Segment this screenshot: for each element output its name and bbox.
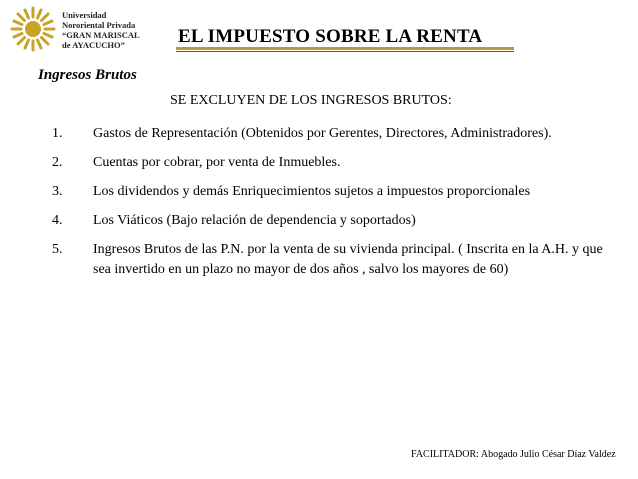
logo-line: Universidad [62,10,107,20]
university-name [62,10,140,50]
item-text: Ingresos Brutos de las P.N. por la venta de su vivienda principal. ( Inscrita en la A.H. y que sea invertido en un plazo no mayor de dos años , salvo los mayores de 60) [93,242,603,277]
title-underline-shadow [176,51,514,52]
item-text: Cuentas por cobrar, por venta de Inmuebles. [93,155,341,170]
item-number: 5. [52,242,63,257]
list-item [52,124,612,144]
item-text: Gastos de Representación (Obtenidos por Gerentes, Directores, Administradores). [93,126,552,141]
item-number: 4. [52,213,63,228]
list-item [52,153,612,173]
item-number: 3. [52,184,63,199]
list-item [52,240,612,280]
list-item [52,211,612,231]
subheading: SE EXCLUYEN DE LOS INGRESOS BRUTOS: [170,93,452,108]
logo-line: de AYACUCHO” [62,40,125,50]
item-number: 1. [52,126,63,141]
item-text: Los dividendos y demás Enriquecimientos sujetos a impuestos proporcionales [93,184,531,199]
item-number: 2. [52,155,63,170]
page-title: EL IMPUESTO SOBRE LA RENTA [178,26,483,47]
section-heading: Ingresos Brutos [38,67,137,83]
list-item [52,182,612,202]
exclusions-list [52,124,612,289]
university-logo [10,6,170,52]
title-underline [176,47,514,50]
facilitator-footer: FACILITADOR: Abogado Julio César Díaz Valdez [411,449,616,460]
logo-line: “GRAN MARISCAL [62,30,140,40]
item-text: Los Viáticos (Bajo relación de dependencia y soportados) [93,213,416,228]
university-seal-icon [10,6,56,52]
logo-line: Nororiental Privada [62,20,136,30]
